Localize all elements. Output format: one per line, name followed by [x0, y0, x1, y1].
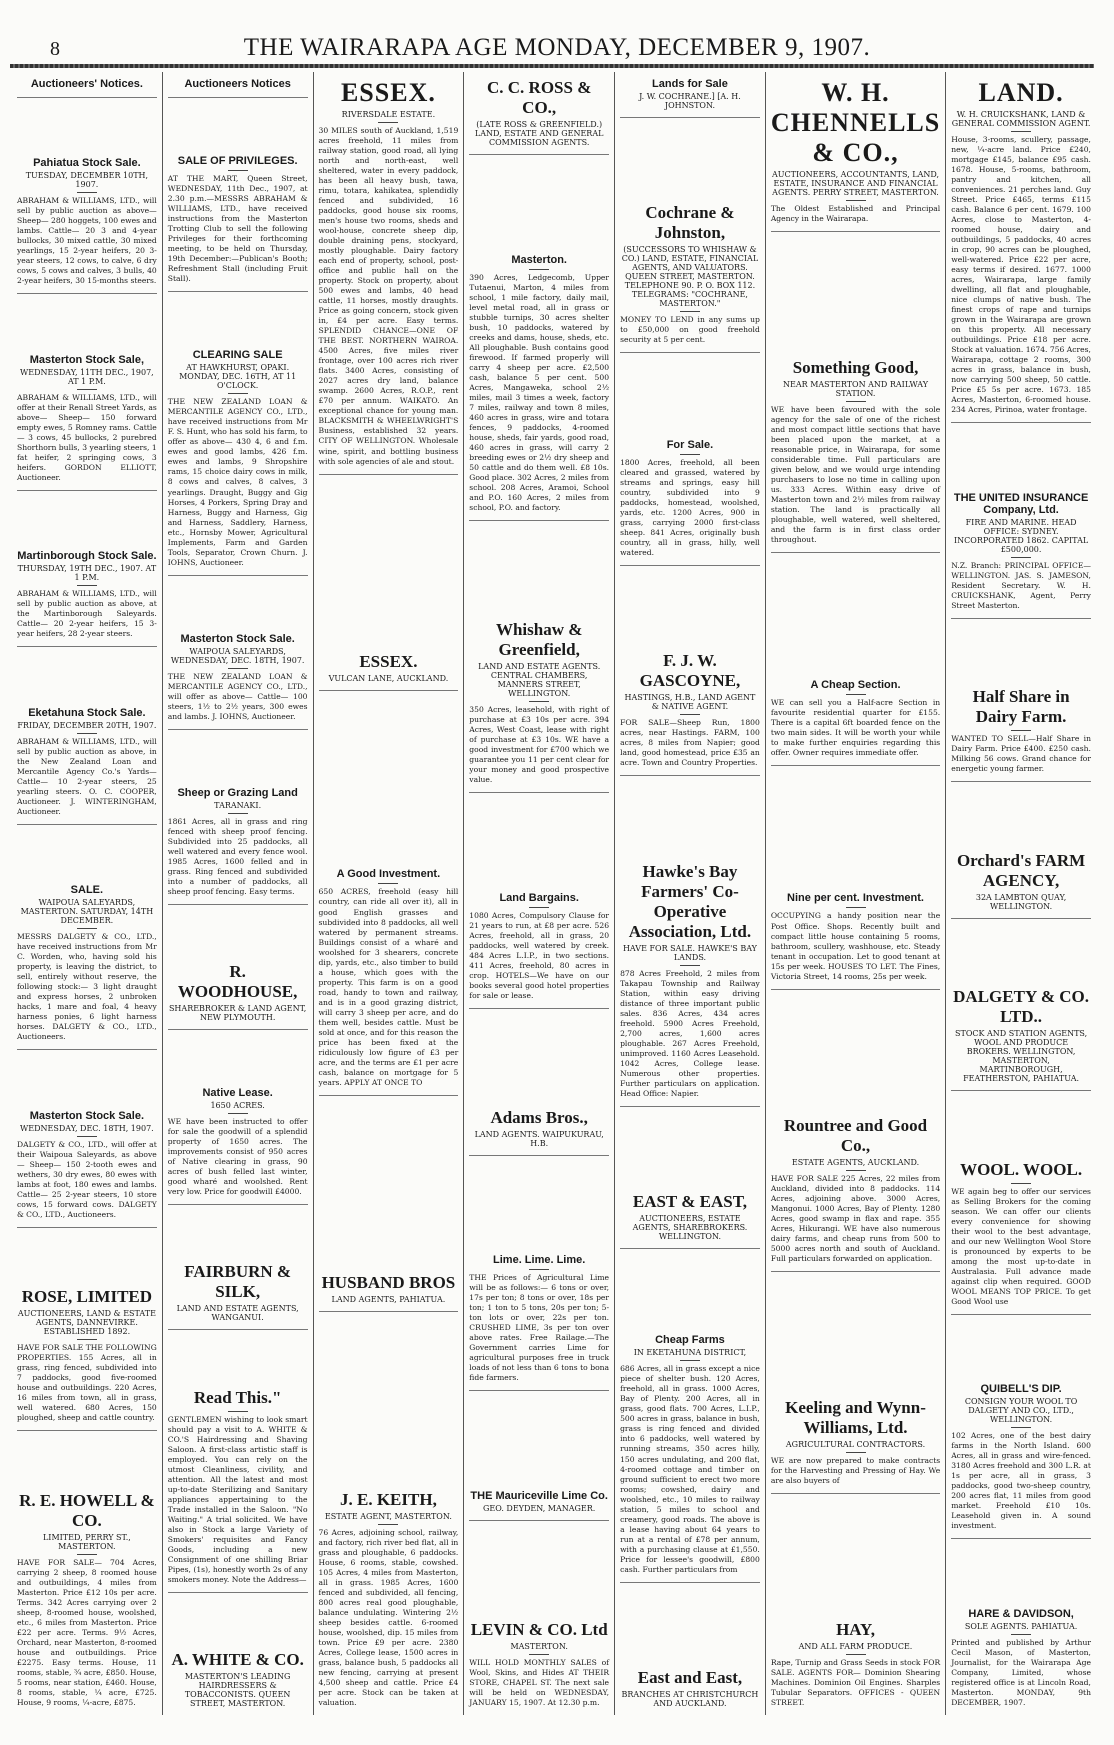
- divider: [228, 813, 248, 814]
- column-2: [163, 72, 314, 1715]
- advertisement: [168, 343, 308, 575]
- ad-heading: ESSEX.: [340, 78, 436, 107]
- ad-subheading: AUCTIONEERS, ACCOUNTANTS, LAND, ESTATE, INSURANCE AND FINANCIAL AGENTS. PERRY STREET, MASTERTON.: [771, 170, 940, 197]
- ad-subheading: HAVE FOR SALE. HAWKE'S BAY LANDS.: [622, 943, 757, 962]
- ad-body-text: 350 Acres, leasehold, with right of purchase at £3 10s per acre. 394 Acres, West Coast, lease with right of purchase at £3 10s. WE have a good investment for £700 which we guarantee you 11 per cent clear for your money and good prospective value.: [469, 704, 610, 784]
- ad-subheading: WEDNESDAY, DEC. 18TH, 1907.: [20, 1123, 154, 1133]
- ad-body-text: 1861 Acres, all in grass and ring fenced with sheep proof fencing. Subdivided into 25 paddocks, all well watered and every fence wool. 1985 Acres, 1600 felled and in grass. Ring fenced and subdivided into a number of paddocks, all sheep proof fencing. Easy terms.: [167, 816, 308, 896]
- ad-body-text: THE NEW ZEALAND LOAN & MERCANTILE AGENCY CO., LTD., will offer as above— Cattle— 100 steers, 1½ to 2½ years, 300 ewes and lambs. J. IOHNS, Auctioneer.: [167, 671, 308, 721]
- ad-body-text: 686 Acres, all in grass except a nice piece of shelter bush. 120 Acres, freehold, all in grass. 1000 Acres, Bay of Plenty. 200 Acres, all in grass, good flats. 700 Acres, L.I.P., 500 acres in grass, balance in bush, grass is ring fenced and divided into 6 paddocks, well watered by running streams, 350 acres hilly, 150 acres undulating, and 200 flat, 4-roomed cottage and timber on ground sufficient to erect two more rooms; cowshed, dairy and woolshed, etc., 10 miles to railway station, 5 miles to school and creamery, good roads. The above is a lease having about 64 years to run at a rental of £78 per annum, with a purchasing clause at £1,550. Price for lessee's goodwill, £800 cash. Further particulars from: [620, 1364, 760, 1574]
- ad-body-text: WE again beg to offer our services as Selling Brokers for the coming season. We can offer our clients every convenience for showing their wool to the best advantage, and our new Wellington Wool Store is pronounced by experts to be among the most up-to-date in Australasia. Full advance made against clip when required. GOOD WOOL MEANS TOP PRICE. To get Good Wool use: [951, 1186, 1091, 1306]
- column-7: [946, 72, 1096, 1715]
- ad-body-text: Printed and published by Arthur Cecil Mason, of Masterton, Journalist, for the Wairarapa Age Company, Limited, whose registered office is at Lincoln Road, Masterton. MONDAY, 9th DECEMBER, 1907.: [951, 1637, 1091, 1707]
- advertisement: [951, 1377, 1091, 1539]
- advertisement: [469, 1614, 609, 1715]
- ad-subheading: RIVERSDALE ESTATE.: [341, 110, 436, 119]
- ad-body-text: WE have been instructed to offer for sale the goodwill of a splendid property of 1650 acres. The improvements consist of 950 acres of Native clearing in grass, 90 acres of bush felled last winter, good wharé and woolshed. Rent very low. Price for goodwill £4000.: [167, 1117, 308, 1197]
- divider: [228, 393, 248, 394]
- advertisement: [951, 486, 1091, 619]
- ad-subheading: AUCTIONEERS, ESTATE AGENTS, SHAREBROKERS. WELLINGTON.: [632, 1214, 748, 1242]
- ad-subheading: SHAREBROKER & LAND AGENT, NEW PLYMOUTH.: [168, 1004, 307, 1023]
- ad-heading: ROSE, LIMITED: [21, 1287, 153, 1307]
- advertisement: [17, 1281, 157, 1431]
- ad-heading: Auctioneers Notices: [184, 78, 291, 90]
- advertisement: [168, 627, 308, 730]
- advertisement: [319, 72, 459, 475]
- ad-body-text: MESSRS DALGETY & CO., LTD., have received instructions from Mr C. Worden, who, having sold his property, is leaving the district, to sell, entirely without reserve, the following stock:— 3 light draught and express horses, 2 unbroken hacks, 1 mare and foal, 4 heavy harness ponies, 6 light harness horses. DALGETY & CO., LTD., Auctioneers.: [17, 932, 157, 1042]
- ad-subheading: BRANCHES AT CHRISTCHURCH AND AUCKLAND.: [621, 1690, 759, 1708]
- divider: [378, 883, 398, 884]
- ad-subheading: WEDNESDAY, 11TH DEC., 1907, AT 1 P.M.: [20, 367, 154, 386]
- ad-body-text: MONEY TO LEND in any sums up to £50,000 on good freehold security at 5 per cent.: [620, 315, 760, 345]
- ad-subheading: FRIDAY, DECEMBER 20TH, 1907.: [17, 720, 157, 730]
- ad-subheading: MASTERTON.: [510, 1641, 568, 1651]
- ad-body-text: Rape, Turnip and Grass Seeds in stock FOR SALE. AGENTS FOR— Dominion Shearing Machines. Dominion Oil Engines. Sharples Tubular Separators. OFFICES - QUEEN STREET.: [770, 1657, 941, 1707]
- ad-heading: Hawke's Bay Farmers' Co-Operative Association, Ltd.: [628, 861, 752, 941]
- ad-subheading: IN EKETAHUNA DISTRICT,: [633, 1348, 747, 1358]
- ad-heading: Land Bargains.: [499, 891, 579, 904]
- ad-body-text: GENTLEMEN wishing to look smart should pay a visit to A. WHITE & CO.'S Hairdressing and Shaving Saloon. A first-class artistic staff is employed. You can rely on the utmost Cleanliness, civility, and attention. All the latest and most up-to-date Sterilizing and Sanitary appliances appertaining to the Trade installed in the Saloon. "No Waiting." A trial solicited. We have also in Stock a large Variety of Smokers' requisites and Fancy Goods, including a new Consignment of one shilling Briar Pipes, (1s), honestly worth 2s of any smokers money. Note the Address—: [167, 1414, 308, 1584]
- divider: [846, 694, 866, 695]
- ad-subheading: ESTATE AGENT, MASTERTON.: [324, 1511, 452, 1521]
- advertisement: [469, 1102, 609, 1156]
- ad-body-text: FOR SALE—Sheep Run, 1800 acres, near Hastings. FARM, 100 acres, 8 miles from Napier; good land, good homestead, price £35 an acre. Town and Country Properties.: [620, 718, 760, 768]
- ad-heading: A Good Investment.: [336, 868, 441, 881]
- ad-subheading: WAIPOUA SALEYARDS, MASTERTON. SATURDAY, 14TH DECEMBER.: [20, 898, 154, 926]
- ad-subheading: TUESDAY, DECEMBER 10TH, 1907.: [25, 171, 149, 190]
- ad-subheading: LIMITED, PERRY ST., MASTERTON.: [42, 1532, 131, 1551]
- ad-heading: DALGETY & CO. LTD..: [953, 987, 1090, 1027]
- ad-heading: Masterton Stock Sale.: [29, 1109, 145, 1122]
- advertisement: [620, 1186, 760, 1249]
- advertisement: [168, 1644, 308, 1715]
- ad-heading: Cochrane & Johnston,: [645, 203, 735, 243]
- ad-heading: Masterton Stock Sale,: [29, 353, 145, 366]
- ad-heading: Masterton.: [511, 253, 567, 266]
- divider: [77, 1554, 97, 1555]
- advertisement: [168, 1382, 308, 1593]
- ad-heading: EAST & EAST,: [632, 1192, 748, 1212]
- advertisement: [17, 1485, 157, 1715]
- column-5: [615, 72, 766, 1715]
- advertisement: [951, 845, 1091, 919]
- ad-heading: HARE & DAVIDSON,: [968, 1607, 1074, 1620]
- advertisement: [951, 72, 1091, 423]
- divider: [1011, 730, 1031, 731]
- divider: [378, 1524, 398, 1525]
- divider: [529, 1654, 549, 1655]
- divider: [228, 170, 248, 171]
- advertisement: [17, 701, 157, 825]
- advertisement: [620, 856, 760, 1107]
- ad-heading: East and East,: [637, 1668, 743, 1687]
- divider: [846, 907, 866, 908]
- ad-subheading: LAND AGENTS. WAIPUKURAU, H.B.: [474, 1129, 604, 1148]
- advertisement: [17, 544, 157, 647]
- ad-subheading: THURSDAY, 19TH DEC., 1907. AT 1 P.M.: [17, 564, 157, 583]
- newspaper-columns: [12, 72, 1096, 1715]
- advertisement: [17, 878, 157, 1050]
- ad-subheading: HASTINGS, H.B., LAND AGENT & NATIVE AGENT.: [624, 693, 756, 712]
- ad-heading: Something Good,: [792, 358, 919, 378]
- ad-subheading: MASTERTON'S LEADING HAIRDRESSERS & TOBACCONISTS. QUEEN STREET, MASTERTON.: [184, 1671, 291, 1708]
- ad-body-text: WANTED TO SELL—Half Share in Dairy Farm. Price £400. £250 cash. Milking 56 cows. Grand chance for energetic young farmer.: [951, 734, 1091, 774]
- advertisement: [620, 72, 760, 118]
- ad-heading: LAND.: [978, 78, 1064, 107]
- ad-body-text: 76 Acres, adjoining school, railway, and factory, rich river bed flat, all in grass and ploughable, 6 paddocks. House, 6 rooms, stable, cowshed. 105 Acres, 4 miles from Masterton, all in grass. 1985 Acres, 1600 fenced and subdivided, all fencing, 800 acres real good ploughable, balance undulating. Wintering 2½ sheep besides cattle. 6-roomed house, woolshed, dip. 15 miles from town. Price £9 per acre. 2380 Acres, College lease, 1500 acres in grass, balance bush, 5 paddocks all new fencing, carrying at present 4,500 sheep and cattle. Price £4 per acre. Stock can be taken at valuation.: [318, 1527, 459, 1707]
- ad-body-text: HAVE FOR SALE— 704 Acres, carrying 2 sheep, 8 roomed house and outbuildings, 4 miles from Masterton. Price £12 10s per acre. Terms. 342 Acres carrying over 2 sheep, 8-roomed house, woolshed, etc., 6 miles from Masterton. Price £22 per acre. Terms. 9½ Acres, Orchard, near Masterton, 8-roomed house and outbuildings. Price £2275. Easy terms. House, 11 rooms, stable, ¾ acre, £850. House, 5 rooms, near station, £460. House, 8 rooms, stable, ¼ acre, £725. House, 9 rooms, ¼-acre, £875.: [17, 1557, 157, 1707]
- ad-body-text: 102 Acres, one of the best dairy farms in the North Island. 600 Acres, all in grass and wire-fenced. 3180 Acres freehold and 300 L.R. at 1s per acre, all in grass, 3 paddocks, good two-sheep country, 200 acres flat, 11 miles from good market. Freehold £10 10s. Leasehold given in. A sound investment.: [951, 1431, 1091, 1531]
- ad-subheading: SOLE AGENTS. PAHIATUA.: [964, 1621, 1078, 1631]
- advertisement: [620, 197, 760, 353]
- column-6: [766, 72, 946, 1715]
- ad-body-text: House, 3-rooms, scullery, passage, new, ¼-acre land. Price £240, mortgage £145, balance £95 cash. 1678. House, 5-rooms, bathroom, pantry and kitchen, all conveniences. 21 perches land. Guy Street. Price £465, terms £115 cash. Balance 6 per cent. 1679. 100 Acres, close to Masterton, 4-roomed house, dairy and outbuildings, 5 paddocks, 40 acres in crop, 90 acres can be ploughed, well-watered. Price £22 per acre, easy terms if desired. 1677. 1000 acres, Wairarapa, large family dwelling, all flat and ploughable, nice clumps of native bush. The finest crops of rape and turnips grown in the Wairarapa are grown on this property. All necessary outbuildings. Price £18 per acre. Stock at valuation. 1674. 756 Acres, Wairarapa, cottage 2 rooms, 300 acres in grass, balance in bush, now carrying 500 sheep, 50 cattle. Price £5 5s per acre. 1673. 185 Acres, Masterton, 6-roomed house. 234 Acres, Pirinoa, water frontage.: [951, 135, 1091, 415]
- advertisement: [469, 248, 609, 521]
- ad-subheading: LAND AND ESTATE AGENTS. CENTRAL CHAMBERS, MANNERS STREET, WELLINGTON.: [478, 661, 601, 698]
- ad-subheading: CONSIGN YOUR WOOL TO DALGETY AND CO., LTD., WELLINGTON.: [964, 1397, 1078, 1425]
- ad-body-text: ABRAHAM & WILLIAMS, LTD., will sell by public auction as above, at the Martinborough Saleyards. Cattle— 20 2-year heifers, 15 3-year heifers, 28 2-year steers.: [17, 589, 157, 639]
- ad-heading: R. E. HOWELL & CO.: [19, 1490, 155, 1530]
- advertisement: [771, 72, 940, 232]
- ad-body-text: AT THE MART, Queen Street, WEDNESDAY, 11th Dec., 1907, at 2.30 p.m.—MESSRS ABRAHAM & WILLIAMS, LTD., have received instructions from the Masterton Trotting Club to sell the following Privileges for their forthcoming meeting, to be held on Thursday, 19th December:—Publican's Booth; Refreshment Stall (including Fruit Stall).: [167, 174, 308, 284]
- divider: [228, 1113, 248, 1114]
- ad-heading: HAY,: [836, 1619, 875, 1639]
- divider: [77, 928, 97, 929]
- divider: [77, 585, 97, 586]
- advertisement: [168, 956, 308, 1030]
- ad-heading: SALE OF PRIVILEGES.: [177, 155, 298, 168]
- ad-heading: F. J. W. GASCOYNE,: [639, 651, 741, 691]
- ad-heading: Pahiatua Stock Sale.: [33, 157, 141, 170]
- ad-heading: THE Mauriceville Lime Co.: [470, 1490, 608, 1503]
- ad-subheading: NEAR MASTERTON AND RAILWAY STATION.: [783, 380, 929, 399]
- ad-heading: Whishaw & Greenfield,: [495, 619, 583, 659]
- ad-body-text: HAVE FOR SALE 225 Acres, 22 miles from Auckland, divided into 8 paddocks. 114 Acres, adjoining above. 3000 Acres, Mangonui. 1000 Acres, Bay of Plenty. 1280 Acres, good swamp in flax and rape. 355 Acres, Hikurangi. WE have also numerous dairy farms, and cheap runs from 500 to 5000 acres north and south of Auckland. Full particulars forwarded on application.: [770, 1173, 941, 1263]
- advertisement: [168, 72, 308, 98]
- advertisement: [951, 981, 1091, 1091]
- divider: [680, 714, 700, 715]
- ad-subheading: 32A LAMBTON QUAY, WELLINGTON.: [975, 892, 1067, 911]
- divider: [680, 311, 700, 312]
- ad-heading: Lands for Sale: [652, 78, 728, 90]
- ad-heading: HUSBAND BROS: [321, 1273, 456, 1293]
- ad-subheading: VULCAN LANE, AUCKLAND.: [328, 674, 449, 683]
- advertisement: [469, 1484, 609, 1521]
- ad-body-text: WILL HOLD MONTHLY SALES of Wool, Skins, and Hides AT THEIR STORE, CHAPEL ST. The next sale will be held on WEDNESDAY, JANUARY 15, 1907. At 12.30 p.m.: [469, 1657, 610, 1707]
- advertisement: [771, 886, 940, 989]
- ad-heading: LEVIN & CO. Ltd: [470, 1619, 608, 1639]
- ad-body-text: 878 Acres Freehold, 2 miles from Takapau Township and Railway Station, within easy driving distance of three important public sales. 836 Acres, 434 acres freehold. 5900 Acres Freehold, 2,700 acres, 1,600 acres ploughable. 267 Acres Freehold, unimproved. 1160 Acres Leasehold. 1042 Acres, College lease. Numerous other properties. Further particulars on application. Head Office: Napier.: [620, 968, 760, 1098]
- advertisement: [17, 151, 157, 294]
- ad-body-text: 390 Acres, Ledgecomb, Upper Tutaenui, Marton, 4 miles from school, 1 mile factory, daily mail, level metal road, all in grass or stubble turnips, 30 acres shelter bush, 10 paddocks, watered by creeks and dams, house, sheds, etc. All ploughable. Bush contains good firewood. If farmed properly will carry 4 sheep per acre. £2,500 cash, balance 5 per cent. 500 Acres, Mangaweka, school 2½ miles, mail 3 times a week, factory 7 miles, railway and town 8 miles, 460 acres in grass, wire and totara fences, 9 paddocks, 4-roomed house, sheds, fair yards, good road, 460 acres in grass, will carry 2 breeding ewes or 2½ dry sheep and 50 cattle and do them well. £8 10s. Good place. 302 Acres, 2 miles from school. 208 Acres, Aramoi, School and P.O. 160 Acres, 2 miles from school, P.O. and factory.: [469, 272, 610, 513]
- ad-subheading: GEO. DEYDEN, MANAGER.: [483, 1504, 596, 1514]
- advertisement: [17, 72, 157, 98]
- divider: [680, 965, 700, 966]
- advertisement: [319, 1484, 459, 1715]
- ad-heading: FAIRBURN & SILK,: [184, 1262, 292, 1302]
- ad-heading: Eketahuna Stock Sale.: [28, 706, 146, 719]
- ad-subheading: LAND AGENTS, PAHIATUA.: [331, 1295, 446, 1305]
- divider: [846, 1170, 866, 1171]
- ad-subheading: J. W. COCHRANE.] [A. H. JOHNSTON.: [639, 92, 741, 110]
- ad-heading: A Cheap Section.: [810, 679, 901, 692]
- ad-heading: Adams Bros.,: [490, 1107, 588, 1127]
- advertisement: [620, 1328, 760, 1582]
- ad-body-text: 650 ACRES, freehold (easy hill country, can ride all over it), all in good English grasses and subdivided into 8 paddocks, all well watered by permanent streams. Buildings consist of a wharé and woolshed for 3 shearers, concrete dip, yards, etc., also timber to build a house, which goes with the property. This farm is on a good road, handy to town and railway, and is in a good grazing district, will carry 3 sheep per acre, and do them well, besides cattle. Must be sold at once, and for this reason the price has been fixed at the ridiculously low figure of £3 per acre, and the terms are £1 per acre cash, balance on mortgage for 5 years. APPLY AT ONCE TO: [318, 887, 459, 1087]
- ad-heading: Half Share in Dairy Farm.: [972, 687, 1070, 727]
- ad-heading: Sheep or Grazing Land: [177, 786, 298, 799]
- ad-heading: C. C. ROSS & CO.,: [486, 78, 592, 117]
- advertisement: [620, 645, 760, 776]
- ad-body-text: 1800 Acres, freehold, all been cleared and grassed, watered by streams and springs, easy hill country, subdivided into 9 paddocks, homestead, woolshed, yards, etc. 1200 Acres, 900 in grass, carrying 2000 first-class sheep. 841 Acres, originally bush country, all in grass, hilly, well watered.: [620, 457, 760, 557]
- divider: [77, 1136, 97, 1137]
- advertisement: [168, 1256, 308, 1330]
- advertisement: [771, 1392, 940, 1494]
- ad-heading: Read This.": [193, 1387, 282, 1407]
- ad-heading: R. WOODHOUSE,: [177, 962, 298, 1002]
- divider: [846, 401, 866, 402]
- masthead: [20, 34, 1094, 64]
- ad-heading: J. E. KEITH,: [339, 1489, 437, 1509]
- divider: [529, 1269, 549, 1270]
- ad-body-text: HAVE FOR SALE THE FOLLOWING PROPERTIES. 155 Acres, all in grass, ring fenced, subdivided into 7 paddocks, good five-roomed house and outbuildings. 220 Acres, 16 miles from town, all in grass, well watered. 680 Acres, 150 ploughed, sheep and cattle country.: [17, 1343, 157, 1423]
- ad-subheading: AGRICULTURAL CONTRACTORS.: [785, 1439, 926, 1449]
- column-3: [314, 72, 465, 1715]
- ad-body-text: 1080 Acres, Compulsory Clause for 21 years to run, at £8 per acre. 526 Acres, freehold, all in grass, 20 paddocks, well watered by creek. 484 Acres L.I.P., in two sections. 411 Acres, freehold, 80 acres in crop. HOTELS—We have on our books several good hotel properties for sale or lease.: [469, 910, 610, 1000]
- ad-heading: Orchard's FARM AGENCY,: [956, 850, 1086, 890]
- ad-subheading: FIRE AND MARINE. HEAD OFFICE: SYDNEY. INCORPORATED 1862. CAPITAL £500,000.: [953, 517, 1089, 554]
- page-number: 8: [50, 38, 60, 60]
- ad-body-text: THE Prices of Agricultural Lime will be as follows:— 6 tons or over, 17s per ton; 8 tons or over, 18s per ton; 1 ton to 5 tons, 20s per ton; 5-ton lots or over, 22s per ton. CRUSHED LIME, 3s per ton over above rates. Free Railage.—The Government carries Lime for agricultural purposes free in truck loads of not less than 6 tons to bona fide farmers.: [469, 1273, 610, 1383]
- ad-subheading: WAIPOUA SALEYARDS, WEDNESDAY, DEC. 18TH, 1907.: [170, 646, 305, 665]
- column-1: [12, 72, 163, 1715]
- ad-body-text: DALGETY & CO., LTD., will offer at their Waipoua Saleyards, as above— Sheep— 150 2-tooth ewes and wethers, 30 dry ewes, 80 ewes with lambs at foot, 180 ewes and lambs. Cattle— 25 2-year steers, 10 store cows, 15 forward cows. DALGETY & CO., LTD., Auctioneers.: [17, 1139, 157, 1219]
- advertisement: [951, 681, 1091, 782]
- ad-heading: ESSEX.: [359, 652, 418, 671]
- ad-heading: SALE.: [70, 884, 104, 897]
- divider: [846, 200, 866, 201]
- advertisement: [469, 1248, 609, 1391]
- ad-subheading: (LATE ROSS & GREENFIELD.) LAND, ESTATE AND GENERAL COMMISSION AGENTS.: [474, 120, 604, 147]
- divider: [680, 454, 700, 455]
- divider: [529, 907, 549, 908]
- ad-body-text: OCCUPYING a handy position near the Post Office. Shops. Recently built and compact little house containing 5 rooms, bathroom, scullery, washhouse, etc. Steady tenant in occupation. Let to good tenant at 15s per week. HOUSES TO LET. The Fines, Victoria Street, 14 rooms, 25s per week.: [770, 911, 941, 981]
- masthead-rule: [10, 64, 1094, 68]
- ad-heading: QUIBELL'S DIP.: [980, 1383, 1062, 1396]
- ad-heading: For Sale.: [666, 438, 714, 451]
- divider: [228, 1411, 248, 1412]
- ad-subheading: (SUCCESSORS TO WHISHAW & CO.) LAND, ESTATE, FINANCIAL AGENTS, AND VALUATORS. QUEEN STREET, MASTERTON. TELEPHONE 90. P. O. BOX 112. TELEGRAMS: "COCHRANE, MASTERTON.": [621, 245, 759, 309]
- divider: [228, 668, 248, 669]
- divider: [529, 701, 549, 702]
- ad-heading: W. H. CHENNELLS & CO.,: [770, 78, 941, 167]
- ad-subheading: AUCTIONEERS, LAND & ESTATE AGENTS, DANNEVIRKE. ESTABLISHED 1892.: [17, 1309, 156, 1337]
- ad-subheading: TARANAKI.: [214, 800, 262, 810]
- divider: [77, 733, 97, 734]
- ad-subheading: W. H. CRUICKSHANK, LAND & GENERAL COMMISSION AGENT.: [951, 110, 1091, 128]
- ad-heading: Cheap Farms: [655, 1334, 725, 1347]
- ad-body-text: WE can sell you a Half-acre Section in favourite residential quarter for £155. There is a capital 6ft boarded fence on the two main sides. It will be worth your while to make further enquiries regarding this offer. Owner requires immediate offer.: [770, 698, 941, 758]
- ad-heading: Lime. Lime. Lime.: [493, 1254, 586, 1267]
- ad-body-text: N.Z. Branch: PRINCIPAL OFFICE—WELLINGTON. JAS. S. JAMESON, Resident Secretary. W. H. CRUICKSHANK, Agent, Perry Street Masterton.: [951, 560, 1091, 610]
- ad-body-text: WE have been favoured with the sole agency for the sale of one of the richest and most compact little sections that have been placed upon the market, at a reasonable price, in Wairarapa, for some considerable time. Full particulars are given below, and we would urge intending purchasers to lose no time in calling upon us. 333 Acres. Within easy drive of Masterton town and 2½ miles from railway station. The land is practically all ploughable, well watered, well sheltered, and the farm is in first class order throughout.: [770, 405, 941, 545]
- divider: [1011, 1183, 1031, 1184]
- ad-subheading: LAND AND ESTATE AGENTS, WANGANUI.: [176, 1304, 299, 1323]
- ad-heading: A. WHITE & CO.: [171, 1649, 304, 1669]
- ad-heading: Rountree and Good Co.,: [783, 1115, 928, 1155]
- ad-subheading: 1650 ACRES.: [210, 1101, 265, 1111]
- ad-body-text: 30 MILES south of Auckland, 1,519 acres freehold, 11 miles from railway station, good road, all lying north and north-east, well sheltered, water in every paddock, has been all heavy bush, tawa, rimu, totara, kahikatea, splendidly fenced and subdivided, 16 paddocks, good house six rooms, men's house two rooms, sheds and wool-house, concrete sheep dip, double draining pens, stockyard, mostly ploughable. Dairy factory each end of property, school, post-office and public hall on the property. Stock on property, about 500 ewes and lambs, 40 head cattle, 11 horses, mostly draughts. Price as going concern, stock given in, £4 per acre. Easy terms. SPLENDID CHANCE—ONE OF THE BEST. NORTHERN WAIROA. 4500 Acres, five miles river frontage, over 100 acres rich river flats. 3400 Acres, consisting of 2027 acres dry land, balance swamp. 2600 Acres, R.O.P., rent £70 per annum. WAIKATO. An exceptional chance for young man. BLACKSMITH & WHEELWRIGHT'S Business, established 32 years. CITY OF WELLINGTON. Wholesale wine, spirit, and bottling business with sole agencies of ale and stout.: [318, 126, 459, 466]
- ad-subheading: AT HAWKHURST, OPAKI. MONDAY, DEC. 16TH, AT 11 O'CLOCK.: [179, 363, 297, 391]
- ad-heading: Native Lease.: [202, 1087, 273, 1100]
- ad-heading: Nine per cent. Investment.: [787, 892, 924, 905]
- ad-subheading: STOCK AND STATION AGENTS, WOOL AND PRODUCE BROKERS. WELLINGTON, MASTERTON, MARTINBOROUGH, FEATHERSTON, PAHIATUA.: [955, 1029, 1088, 1084]
- ad-subheading: ESTATE AGENTS, AUCKLAND.: [791, 1157, 920, 1167]
- ad-body-text: ABRAHAM & WILLIAMS, LTD., will offer at their Renall Street Yards, as above— Sheep— 150 forward empty ewes, 5 Romney rams. Cattle— 3 cows, 45 bullocks, 2 purebred Shorthorn bulls, 3 yearling steers, 1 fat heifer, 2 springing cows, 3 heifers. GORDON ELLIOTT, Auctioneer.: [17, 392, 157, 482]
- divider: [1011, 557, 1031, 558]
- column-4: [464, 72, 615, 1715]
- advertisement: [168, 149, 308, 292]
- ad-body-text: WE are now prepared to make contracts for the Harvesting and Pressing of Hay. We are also buyers of: [770, 1455, 941, 1485]
- divider: [846, 1654, 866, 1655]
- advertisement: [168, 1081, 308, 1205]
- divider: [680, 1360, 700, 1361]
- advertisement: [469, 614, 609, 793]
- ad-heading: WOOL. WOOL.: [960, 1159, 1083, 1179]
- advertisement: [319, 646, 459, 691]
- advertisement: [168, 781, 308, 905]
- ad-body-text: ABRAHAM & WILLIAMS, LTD., will sell by public auction as above— Sheep— 280 hoggets, 100 ewes and lambs. Cattle— 20 3 and 4-year bullocks, 30 mixed cattle, 30 mixed yearlings, 15 2-year heifers, 20 3-year steers, 12 cows, to calve, 6 dry cows, 5 cows and calves, 3 bulls, 40 2-year heifers, 30 15-months steers.: [17, 196, 157, 286]
- advertisement: [620, 433, 760, 566]
- ad-body-text: ABRAHAM & WILLIAMS, LTD., will sell by public auction as above, in the New Zealand Loan and Mercantile Agency Co.'s Yards— Cattle— 10 2-year steers, 25 yearling steers. O. C. COOPER, Auctioneer. J. WINTERINGHAM, Auctioneer.: [17, 736, 157, 816]
- ad-body-text: The Oldest Established and Principal Agency in the Wairarapa.: [770, 204, 941, 224]
- ad-heading: THE UNITED INSURANCE Company, Ltd.: [953, 491, 1089, 516]
- advertisement: [469, 72, 609, 155]
- advertisement: [17, 1104, 157, 1228]
- ad-body-text: THE NEW ZEALAND LOAN & MERCANTILE AGENCY CO., LTD., have received instructions from Mr F. S. Hunt, who has sold his farm, to offer as above— 430 4, 6 and f.m. ewes and good lambs, 426 f.m. ewes and lambs, 9 Shropshire rams, 15 choice dairy cows in milk, 8 cows and calves, 8 calves, 3 yearlings. Draught, Buggy and Gig Horses, 4 Porkers, Spring Dray and Harness, Buggy and Harness, Gig and Harness, Saddlery, Harness, etc., Hornsby Mower, Agricultural Implements, Farm and Garden Tools, Separator, Crown Churn. J. IOHNS, Auctioneer.: [167, 397, 308, 567]
- advertisement: [319, 862, 459, 1095]
- advertisement: [951, 1154, 1091, 1315]
- advertisement: [17, 348, 157, 491]
- divider: [378, 122, 398, 123]
- advertisement: [951, 1602, 1091, 1715]
- divider: [77, 389, 97, 390]
- advertisement: [771, 673, 940, 766]
- ad-heading: Martinborough Stock Sale.: [17, 550, 157, 563]
- divider: [77, 1339, 97, 1340]
- ad-heading: CLEARING SALE: [192, 349, 283, 362]
- ad-subheading: AND ALL FARM PRODUCE.: [798, 1641, 913, 1651]
- divider: [1011, 1427, 1031, 1428]
- ad-heading: Auctioneers' Notices.: [30, 78, 143, 90]
- advertisement: [771, 1614, 940, 1715]
- divider: [529, 269, 549, 270]
- ad-heading: Masterton Stock Sale.: [180, 632, 295, 645]
- divider: [77, 192, 97, 193]
- ad-heading: Keeling and Wynn-Williams, Ltd.: [785, 1397, 926, 1437]
- advertisement: [771, 352, 940, 553]
- divider: [1011, 131, 1031, 132]
- advertisement: [469, 886, 609, 1009]
- advertisement: [319, 1267, 459, 1312]
- divider: [846, 1452, 866, 1453]
- advertisement: [771, 1110, 940, 1272]
- divider: [1011, 1634, 1031, 1635]
- newspaper-title: THE WAIRARAPA AGE MONDAY, DECEMBER 9, 1907.: [243, 34, 871, 61]
- advertisement: [620, 1662, 760, 1715]
